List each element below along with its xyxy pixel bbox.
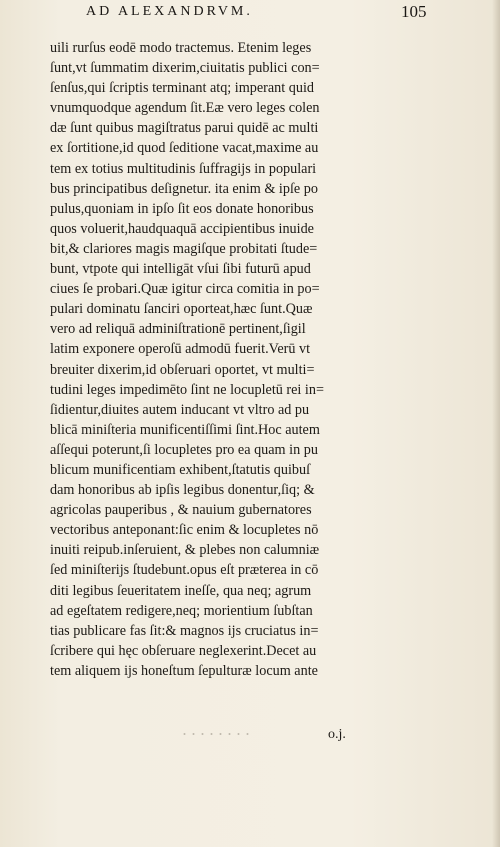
text-line: tem aliquem ijs honeſtum ſepulturæ locum ante <box>50 662 318 679</box>
text-line: breuiter dixerim,id obſeruari oportet, vt multi= <box>50 361 315 378</box>
text-line: quos voluerit,haudquaquā accipientibus inuide <box>50 220 314 237</box>
text-line: blicum munificentiam exhibent,ſtatutis quibuſ <box>50 461 311 478</box>
text-block <box>50 38 404 681</box>
text-line: blicā miniſteria munificentiſſimi ſint.Hoc autem <box>50 421 320 438</box>
text-line: ciues ſe probari.Quæ igitur circa comitia in po= <box>50 281 320 298</box>
text-line: ſenſus,qui ſcriptis terminant atq; imperant quid <box>50 80 314 97</box>
text-line: ſidientur,diuites autem inducant vt vltro ad pu <box>50 401 310 418</box>
text-line: ad egeſtatem redigere,neq; morientium ſubſtan <box>50 602 313 619</box>
text-line: pulus,quoniam in ipſo ſit eos donate honoribus <box>50 200 314 217</box>
running-head: AD ALEXANDRVM. <box>86 4 253 19</box>
text-line: latim exponere operoſū admodū fuerit.Verū vt <box>50 341 311 358</box>
text-line: ſed miniſterijs ſtudebunt.opus eſt præterea in cō <box>50 562 319 579</box>
text-line: dæ ſunt quibus magiſtratus parui quidē ac multi <box>50 120 319 137</box>
text-line: bus principatibus deſignetur. ita enim & ipſe po <box>50 180 318 197</box>
page-edge-shadow <box>492 0 500 847</box>
text-line: ſunt,vt ſummatim dixerim,ciuitatis publici con= <box>50 60 320 77</box>
text-line: uili rurſus eodē modo tractemus. Etenim leges <box>50 40 312 56</box>
text-line: tem ex totius multitudinis ſuffragijs in populari <box>50 160 317 177</box>
signature-mark: o.j. <box>328 727 346 742</box>
text-line: bunt, vtpote qui intelligāt vſui ſibi futurū apud <box>50 261 311 278</box>
text-line: pulari dominatu ſanciri oporteat,hæc ſunt.Quæ <box>50 301 313 318</box>
page-number: 105 <box>401 2 427 21</box>
text-line: vero ad reliquā adminiſtrationē pertinent,ſigil <box>50 321 306 338</box>
text-line: bit,& clariores magis magiſque probitati ſtude= <box>50 240 318 257</box>
text-line: aſſequi poterunt,ſi locupletes pro ea quam in pu <box>50 441 318 458</box>
text-line: agricolas pauperibus , & nauium gubernatores <box>50 502 312 519</box>
text-line: ſcribere qui hęc obſeruare neglexerint.Decet au <box>50 642 317 659</box>
text-line: vectoribus anteponant:ſic enim & locupletes nō <box>50 522 319 539</box>
text-line: vnumquodque agendum ſit.Eæ vero leges colen <box>50 100 320 117</box>
text-line: ex ſortitione,id quod ſeditione vacat,maxime au <box>50 140 319 157</box>
ink-specks-decoration <box>180 730 250 738</box>
text-line: diti legibus ſeueritatem ineſſe, qua neq; agrum <box>50 582 312 599</box>
text-line: tudini leges impedimēto ſint ne locupletū rei in= <box>50 381 324 398</box>
text-line: tias publicare fas ſit:& magnos ijs cruciatus in= <box>50 622 319 639</box>
text-line: dam honoribus ab ipſis legibus donentur,ſiq; & <box>50 482 315 499</box>
text-line: inuiti reipub.inſeruient, & plebes non calumniæ <box>50 542 320 559</box>
